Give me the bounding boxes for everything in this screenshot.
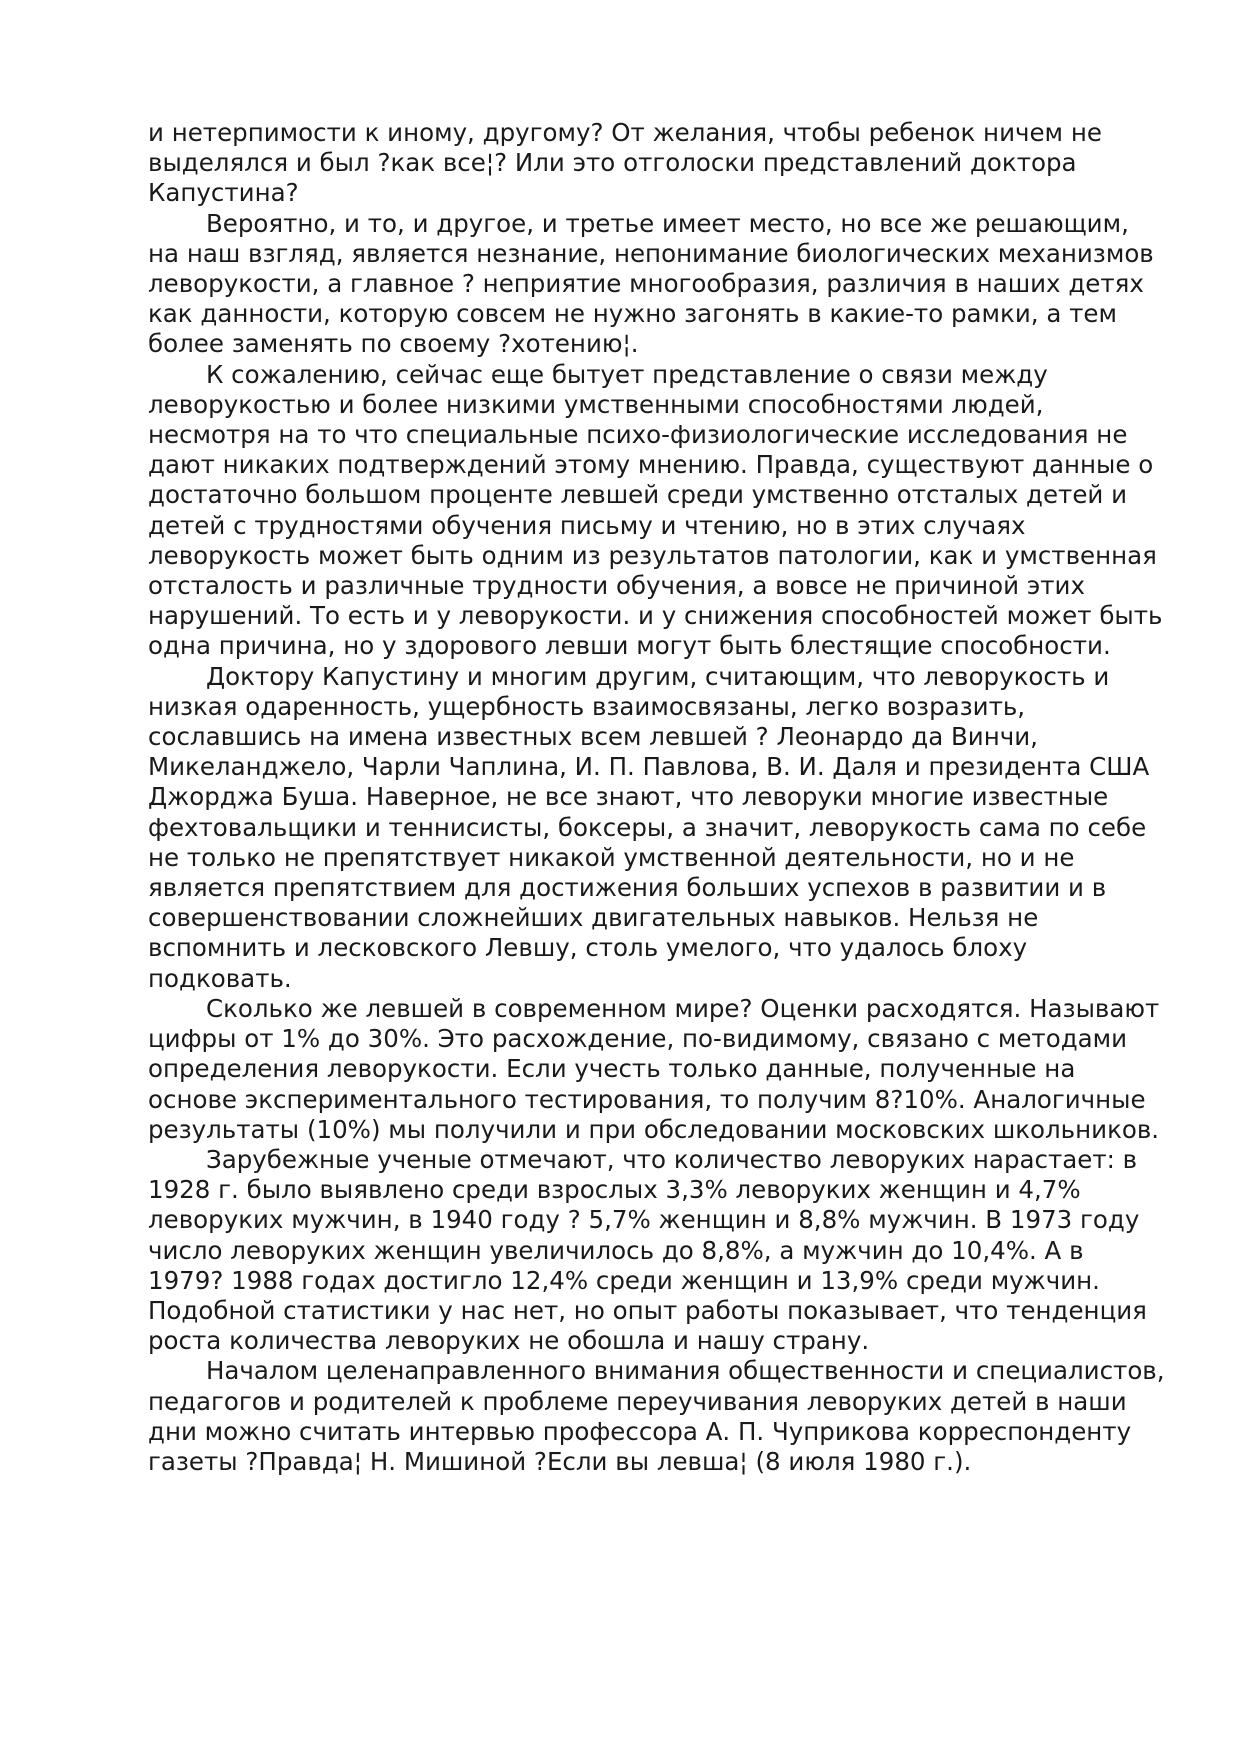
paragraph-1: и нетерпимости к иному, другому? От желания, чтобы ребенок ничем не выделялся и был ?как все¦? Или это отголоски представлений доктора Капустина? [148, 118, 1102, 208]
paragraph-3: К сожалению, сейчас еще бытует представление о связи между леворукостью и более низкими умственными способностями людей, несмотря на то что специальные психо-физиологические исследования не дают никаких подтверждений этому мнению. Правда, существуют данные о достаточно большом проценте левшей среди умственно отсталых детей и детей с трудностями обучения письму и чтению, но в этих случаях леворукость может быть одним из результатов патологии, как и умственная отсталость и различные трудности обучения, а вовсе не причиной этих нарушений. То есть и у леворукости. и у снижения способностей может быть одна причина, но у здорового левши могут быть блестящие способности. [148, 359, 1163, 661]
document-page [148, 118, 1166, 1477]
paragraph-6: Зарубежные ученые отмечают, что количество леворуких нарастает: в 1928 г. было выявлено среди взрослых 3,3% леворуких женщин и 4,7% леворуких мужчин, в 1940 году ? 5,7% женщин и 8,8% мужчин. В 1973 году число леворуких женщин увеличилось до 8,8%, а мужчин до 10,4%. А в 1979? 1988 годах достигло 12,4% среди женщин и 13,9% среди мужчин. Подобной статистики у нас нет, но опыт работы показывает, что тенденция роста количества леворуких не обошла и нашу страну. [148, 1144, 1147, 1356]
paragraph-4: Доктору Капустину и многим другим, считающим, что леворукость и низкая одаренность, ущербность взаимосвязаны, легко возразить, сославшись на имена известных всем левшей ? Леонардо да Винчи, Микеланджело, Чарли Чаплина, И. П. Павлова, В. И. Даля и президента США Джорджа Буша. Наверное, не все знают, что леворуки многие известные фехтовальщики и теннисисты, боксеры, а значит, леворукость сама по себе не только не препятствует никакой умственной деятельности, но и не является препятствием для достижения больших успехов в развитии и в совершенствовании сложнейших двигательных навыков. Нельзя не вспомнить и лесковского Левшу, столь умелого, что удалось блоху подковать. [148, 661, 1150, 993]
paragraph-5: Сколько же левшей в современном мире? Оценки расходятся. Называют цифры от 1% до 30%. Это расхождение, по-видимому, связано с методами определения леворукости. Если учесть только данные, полученные на основе экспериментального тестирования, то получим 8?10%. Аналогичные результаты (10%) мы получили и при обследовании московских школьников. [148, 993, 1160, 1144]
paragraph-2: Вероятно, и то, и другое, и третье имеет место, но все же решающим, на наш взгляд, является незнание, непонимание биологических механизмов леворукости, а главное ? неприятие многообразия, различия в наших детях как данности, которую совсем не нужно загонять в какие-то рамки, а тем более заменять по своему ?хотению¦. [148, 208, 1154, 359]
paragraph-7: Началом целенаправленного внимания общественности и специалистов, педагогов и родителей к проблеме переучивания леворуких детей в наши дни можно считать интервью профессора А. П. Чуприкова корреспонденту газеты ?Правда¦ Н. Мишиной ?Если вы левша¦ (8 июля 1980 г.). [148, 1356, 1165, 1476]
